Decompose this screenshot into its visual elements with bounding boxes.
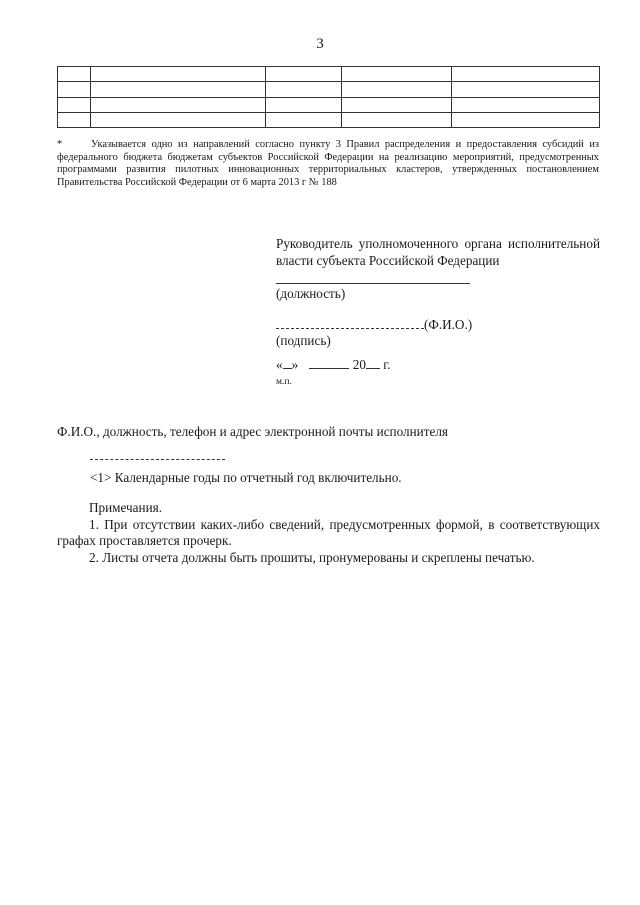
signature-dash-line	[276, 318, 424, 329]
table-cell	[452, 97, 600, 112]
table-cell	[266, 112, 342, 127]
notes-title: Примечания.	[89, 500, 163, 515]
table-cell	[452, 112, 600, 127]
table-row	[58, 82, 600, 97]
month-blank	[309, 357, 349, 369]
fio-row	[276, 317, 472, 333]
report-table	[57, 66, 600, 128]
date-close-quote: »	[291, 357, 299, 372]
signature-block	[276, 235, 600, 387]
table-cell	[58, 82, 91, 97]
year-blank	[366, 357, 380, 369]
footnote-marker: *	[57, 139, 63, 150]
notes-section	[57, 500, 600, 566]
footnote-text: Указывается одно из направлений согласно пункту 3 Правил распределения и предоставления субсидий из федерального бюджета бюджетам субъектов Российской Федерации на реализацию мероприятий, предусмотренных программами развития пилотных инновационных территориальных кластеров, утвержденных постановлением Правительства Российской Федерации от 6 марта 2013 г № 188	[57, 139, 599, 188]
table-row	[58, 97, 600, 112]
year-suffix: г.	[383, 357, 391, 372]
table-cell	[91, 82, 266, 97]
note-item-1: 1. При отсутствии каких-либо сведений, предусмотренных формой, в соответствующих графах проставляется прочерк.	[57, 516, 600, 548]
table-cell	[342, 97, 452, 112]
separator-line	[90, 459, 225, 460]
position-line	[276, 283, 470, 284]
signature-heading: Руководитель уполномоченного органа исполнительной власти субъекта Российской Федерации	[276, 236, 600, 268]
table-row	[58, 67, 600, 82]
table-cell	[452, 67, 600, 82]
table-cell	[58, 67, 91, 82]
table-cell	[58, 112, 91, 127]
table-row	[58, 112, 600, 127]
contact-line: Ф.И.О., должность, телефон и адрес электронной почты исполнителя	[57, 424, 448, 439]
sign-label: (подпись)	[276, 333, 331, 348]
table-cell	[91, 112, 266, 127]
day-blank	[283, 357, 292, 369]
footnote	[57, 139, 599, 189]
date-open-quote: «	[276, 357, 283, 372]
year-prefix: 20	[352, 357, 366, 372]
note-item-2: 2. Листы отчета должны быть прошиты, пронумерованы и скреплены печатью.	[89, 549, 535, 565]
table-cell	[266, 67, 342, 82]
date-row	[276, 357, 390, 373]
table-cell	[342, 82, 452, 97]
table-cell	[266, 82, 342, 97]
note-calendar-years: <1> Календарные годы по отчетный год включительно.	[90, 470, 402, 485]
table-cell	[342, 112, 452, 127]
page-number: 3	[316, 36, 324, 52]
fio-label: (Ф.И.О.)	[424, 317, 473, 332]
table-cell	[91, 97, 266, 112]
position-label: (должность)	[276, 286, 346, 301]
table-cell	[266, 97, 342, 112]
table-cell	[452, 82, 600, 97]
table-cell	[58, 97, 91, 112]
table-cell	[91, 67, 266, 82]
table-cell	[342, 67, 452, 82]
stamp-label: м.п.	[276, 377, 292, 387]
